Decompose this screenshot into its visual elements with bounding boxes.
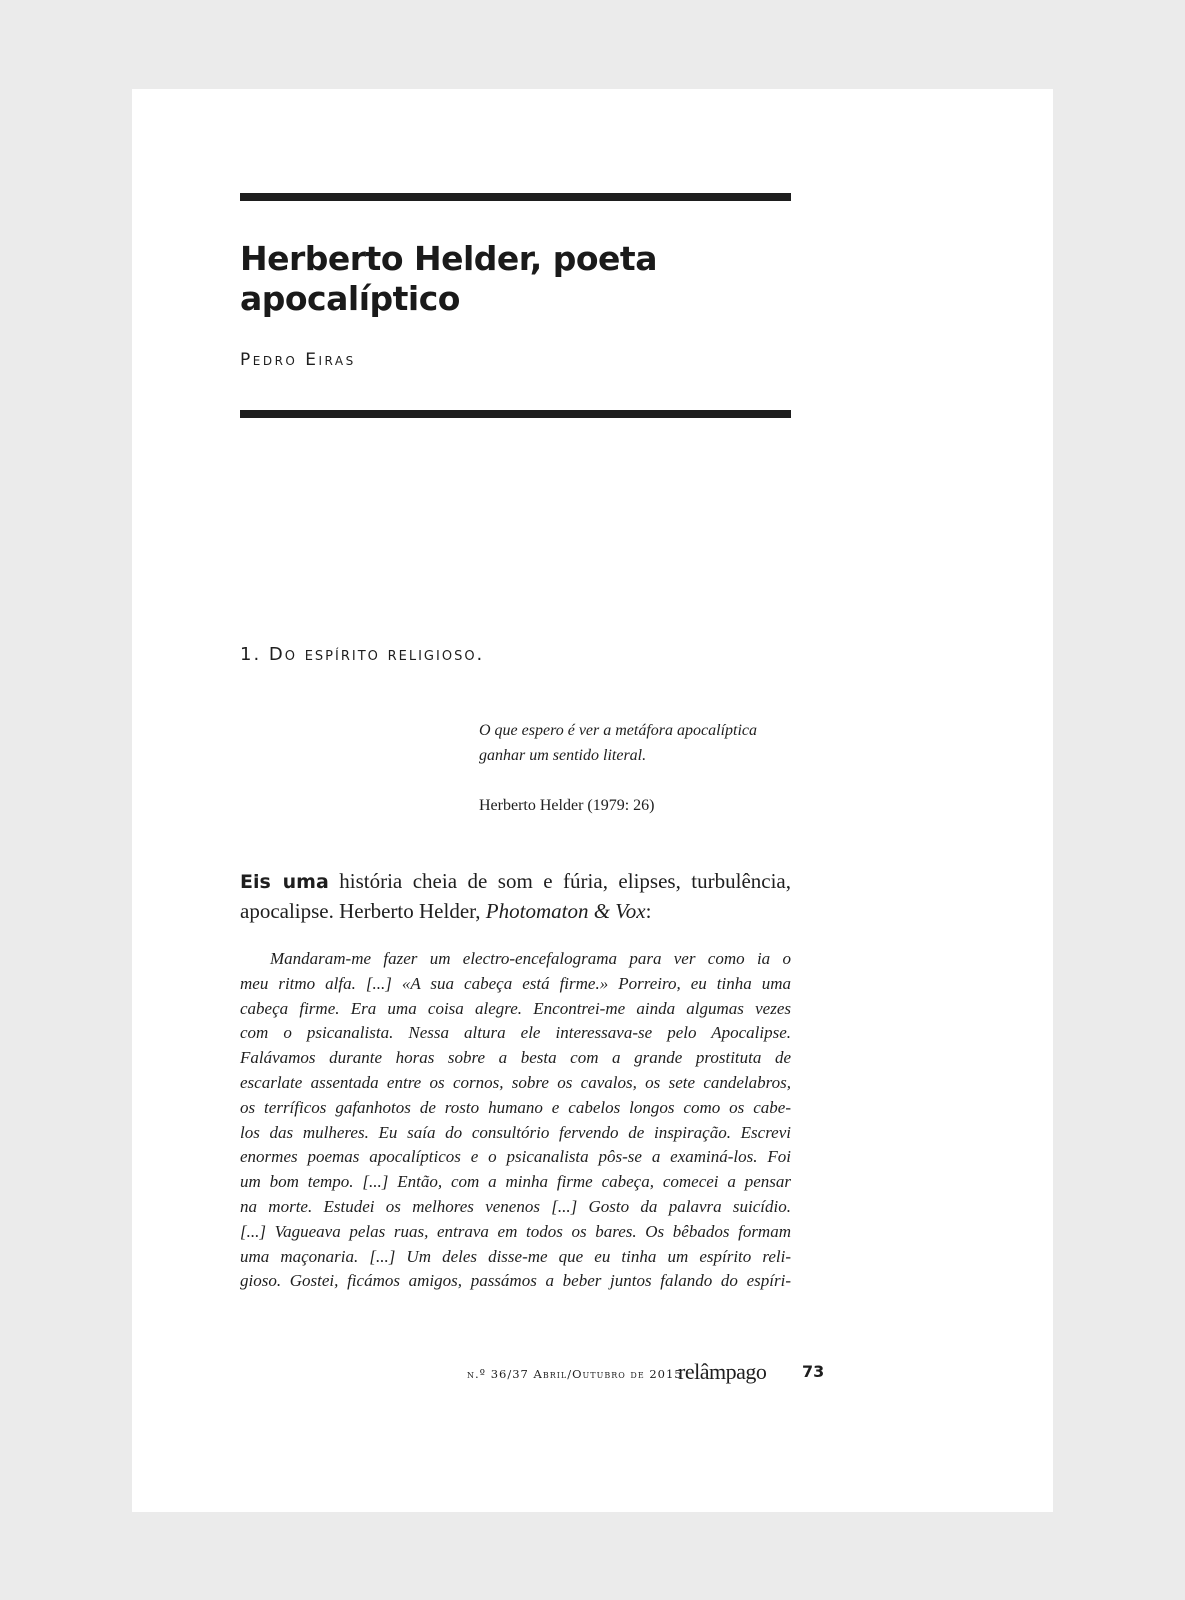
journal-brand: relâmpago — [678, 1359, 767, 1384]
block-quote-line: meu ritmo alfa. [...] «A sua cabeça está firme.» Porreiro, eu tinha uma — [240, 973, 791, 993]
section-heading: 1. Do espírito religioso. — [240, 644, 485, 665]
epigraph — [479, 718, 799, 818]
epigraph-quote — [479, 718, 799, 768]
title-top-rule — [240, 193, 791, 201]
block-quote-line: [...] Vagueava pelas ruas, entrava em todos os bares. Os bêbados formam — [240, 1221, 791, 1241]
lead-text: história cheia de som e fúria, elipses, turbulência, apocalipse. Herberto Helder, — [240, 869, 792, 923]
block-quote-line: na morte. Estudei os melhores venenos [...] Gosto da palavra suicídio. — [240, 1196, 791, 1216]
journal-page — [132, 89, 1053, 1512]
lead-book-title: Photomaton & Vox — [485, 899, 646, 923]
issue-info: n.º 36/37 Abril/Outubro de 2015 — [467, 1367, 683, 1381]
page-footer — [467, 1359, 827, 1389]
block-quote-line: uma maçonaria. [...] Um deles disse-me que eu tinha um espírito reli- — [240, 1246, 791, 1266]
block-quote-line: com o psicanalista. Nessa altura ele interessava-se pelo Apocalipse. — [240, 1023, 791, 1043]
lead-text-end: : — [645, 899, 652, 923]
page-number: 73 — [802, 1362, 825, 1381]
block-quote-line: gioso. Gostei, ficámos amigos, passámos a beber juntos falando do espíri- — [240, 1271, 791, 1291]
article-title — [240, 239, 800, 319]
block-quote-line: enormes poemas apocalípticos e o psicanalista pôs-se a examiná-los. Foi — [240, 1147, 791, 1167]
block-quote-line: os terríficos gafanhotos de rosto humano e cabelos longos como os cabe- — [240, 1097, 791, 1117]
block-quote — [240, 947, 791, 1294]
article-title-line-1: Herberto Helder, poeta — [240, 239, 657, 278]
block-quote-line: cabeça firme. Era uma coisa alegre. Encontrei-me ainda algumas vezes — [240, 998, 791, 1018]
title-bottom-rule — [240, 410, 791, 418]
block-quote-line: escarlate assentada entre os cornos, sobre os cavalos, os sete candelabros, — [240, 1072, 791, 1092]
block-quote-line: Mandaram-me fazer um electro-encefalograma para ver como ia o — [270, 949, 791, 968]
block-quote-line: um bom tempo. [...] Então, com a minha firme cabeça, comecei a pensar — [240, 1172, 791, 1192]
epigraph-quote-line-2: ganhar um sentido literal. — [479, 747, 647, 764]
article-title-line-2: apocalíptico — [240, 279, 460, 318]
lead-paragraph — [240, 867, 791, 926]
block-quote-line: los das mulheres. Eu saía do consultório fervendo de inspiração. Escrevi — [240, 1122, 791, 1142]
lead-run-in: Eis uma — [240, 871, 329, 893]
article-author: Pedro Eiras — [240, 350, 356, 370]
epigraph-source: Herberto Helder (1979: 26) — [479, 797, 655, 814]
epigraph-quote-line-1: O que espero é ver a metáfora apocalíptica — [479, 722, 758, 739]
block-quote-line: Falávamos durante horas sobre a besta com a grande prostituta de — [240, 1048, 791, 1068]
